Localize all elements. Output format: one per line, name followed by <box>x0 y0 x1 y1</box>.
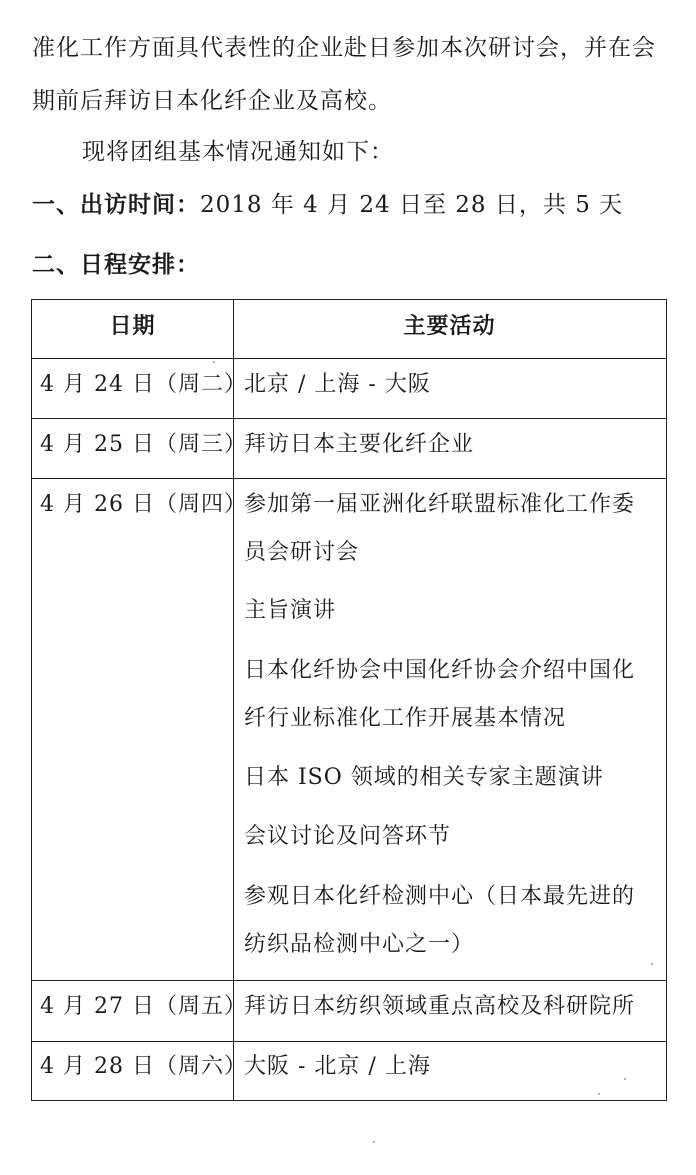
intro-paragraph-line-1: 准化工作方面具代表性的企业赴日参加本次研讨会，并在会 <box>32 35 656 61</box>
row-activity: 员会研讨会 <box>244 540 360 565</box>
row-activity: 日本化纤协会中国化纤协会介绍中国化 <box>244 658 636 683</box>
scan-speck <box>213 361 215 363</box>
row-activity: 拜访日本主要化纤企业 <box>244 432 475 457</box>
row-activity: 北京 / 上海 - 大阪 <box>244 372 431 397</box>
section-1-visit-time <box>32 190 623 220</box>
row-date: 4 月 26 日（周四） <box>40 492 247 517</box>
row-activity: 纺织品检测中心之一） <box>244 932 475 957</box>
section-1-label: 一、出访时间： <box>32 192 200 218</box>
scan-speck <box>598 1093 600 1095</box>
row-activity: 日本 ISO 领域的相关专家主题演讲 <box>244 765 604 790</box>
header-activity: 主要活动 <box>403 314 496 339</box>
row-date: 4 月 25 日（周三） <box>40 432 247 457</box>
row-activity: 主旨演讲 <box>244 598 337 623</box>
row-activity: 纤行业标准化工作开展基本情况 <box>244 706 567 731</box>
row-activity: 参加第一届亚洲化纤联盟标准化工作委 <box>244 492 636 517</box>
intro-paragraph-line-2: 期前后拜访日本化纤企业及高校。 <box>32 88 392 114</box>
header-date: 日期 <box>109 314 156 339</box>
schedule-table <box>31 299 667 1101</box>
scan-speck <box>651 963 653 965</box>
row-divider <box>32 478 666 479</box>
row-date: 4 月 24 日（周二） <box>40 372 247 397</box>
row-activity: 参观日本化纤检测中心（日本最先进的 <box>244 884 636 909</box>
section-1-text: 2018 年 4 月 24 日至 28 日，共 5 天 <box>200 192 624 218</box>
row-divider <box>32 980 666 981</box>
row-divider <box>32 418 666 419</box>
row-activity: 拜访日本纺织领域重点高校及科研院所 <box>244 994 636 1019</box>
row-activity: 会议讨论及问答环节 <box>244 824 452 849</box>
section-2-label: 二、日程安排： <box>32 252 200 278</box>
scan-speck <box>373 1141 375 1143</box>
scan-speck <box>624 1078 626 1080</box>
row-date: 4 月 27 日（周五） <box>40 994 247 1019</box>
row-divider <box>32 1041 666 1042</box>
notice-line: 现将团组基本情况通知如下： <box>82 139 394 165</box>
row-activity: 大阪 - 北京 / 上海 <box>244 1054 431 1079</box>
row-divider <box>32 358 666 359</box>
row-date: 4 月 28 日（周六） <box>40 1054 247 1079</box>
